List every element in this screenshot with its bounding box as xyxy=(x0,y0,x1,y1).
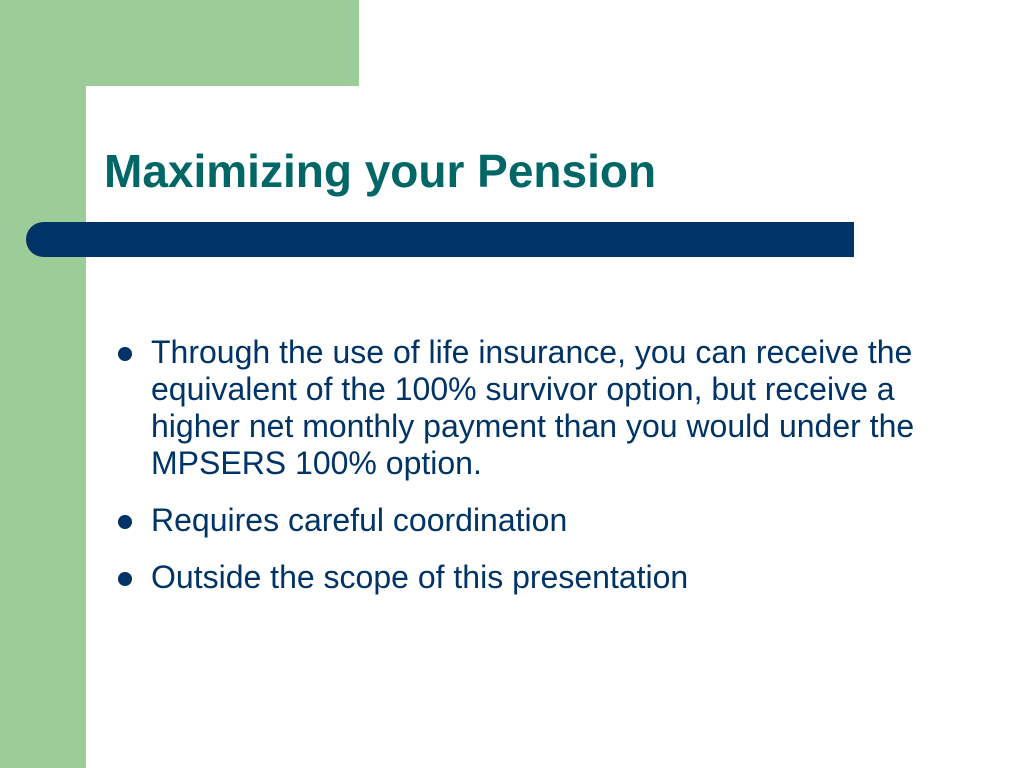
title-underline-bar xyxy=(26,222,854,257)
bullet-text: Outside the scope of this presentation xyxy=(151,559,689,595)
bullet-text: Through the use of life insurance, you can receive the equivalent of the 100% survivor option, but receive a higher net monthly payment than you would under the MPSERS 100% option. xyxy=(151,334,915,481)
decorative-green-left-band xyxy=(0,0,86,768)
bullet-dot-icon xyxy=(118,572,132,586)
bullet-item xyxy=(115,559,965,596)
bullet-dot-icon xyxy=(118,515,132,529)
bullet-item xyxy=(115,334,965,482)
bullet-dot-icon xyxy=(118,347,132,361)
bullet-text: Requires careful coordination xyxy=(151,502,568,538)
bullet-item xyxy=(115,502,965,539)
bullet-list xyxy=(115,334,965,616)
slide-title: Maximizing your Pension xyxy=(104,145,657,197)
